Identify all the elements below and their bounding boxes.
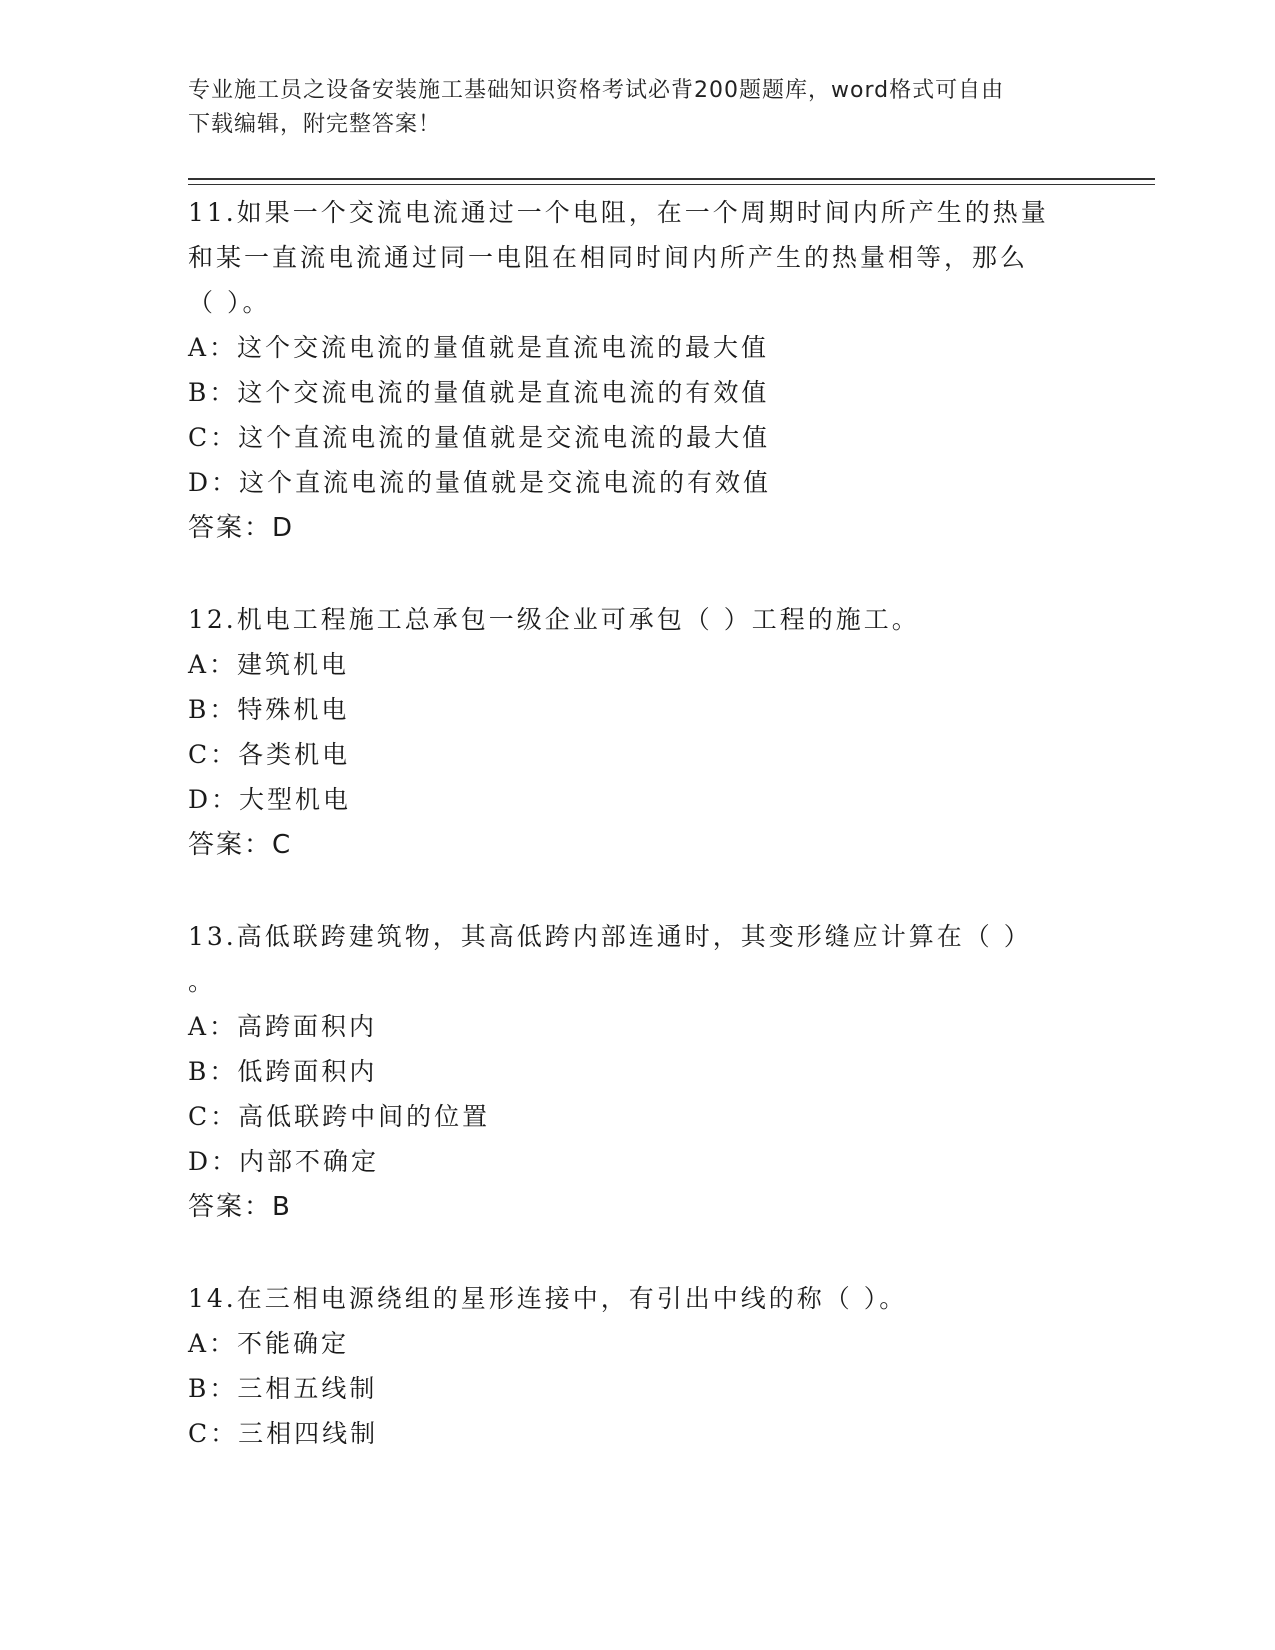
question-list bbox=[188, 190, 1088, 1456]
answer-line: 答案：B bbox=[188, 1192, 292, 1222]
option-a: A：这个交流电流的量值就是直流电流的最大值 bbox=[188, 333, 770, 362]
question-spacer bbox=[188, 551, 1088, 597]
header-line-1: 专业施工员之设备安装施工基础知识资格考试必背200题题库，word格式可自由 bbox=[188, 78, 1005, 103]
header-line-2: 下载编辑，附完整答案！ bbox=[188, 112, 442, 137]
question-13 bbox=[188, 914, 1088, 1230]
option-b: B：三相五线制 bbox=[188, 1374, 378, 1403]
question-14 bbox=[188, 1276, 1088, 1456]
option-c: C：这个直流电流的量值就是交流电流的最大值 bbox=[188, 423, 771, 452]
question-spacer bbox=[188, 1230, 1088, 1276]
question-stem: 11.如果一个交流电流通过一个电阻，在一个周期时间内所产生的热量 bbox=[188, 198, 1049, 227]
option-d: D：这个直流电流的量值就是交流电流的有效值 bbox=[188, 468, 772, 497]
question-stem: （ ）。 bbox=[188, 288, 271, 317]
question-stem: 。 bbox=[188, 967, 217, 996]
answer-line: 答案：D bbox=[188, 513, 295, 543]
option-b: B：低跨面积内 bbox=[188, 1057, 378, 1086]
document-header bbox=[188, 74, 1088, 142]
question-12 bbox=[188, 597, 1088, 868]
option-c: C：高低联跨中间的位置 bbox=[188, 1102, 491, 1131]
question-stem: 12.机电工程施工总承包一级企业可承包（ ）工程的施工。 bbox=[188, 605, 920, 634]
option-b: B：这个交流电流的量值就是直流电流的有效值 bbox=[188, 378, 770, 407]
option-a: A：不能确定 bbox=[188, 1329, 350, 1358]
question-stem: 13.高低联跨建筑物，其高低跨内部连通时，其变形缝应计算在（ ） bbox=[188, 922, 1032, 951]
option-a: A：建筑机电 bbox=[188, 650, 350, 679]
option-d: D：内部不确定 bbox=[188, 1147, 380, 1176]
header-divider-thick bbox=[188, 178, 1155, 180]
option-c: C：三相四线制 bbox=[188, 1419, 379, 1448]
option-d: D：大型机电 bbox=[188, 785, 352, 814]
question-stem: 14.在三相电源绕组的星形连接中，有引出中线的称（ ）。 bbox=[188, 1284, 908, 1313]
question-11 bbox=[188, 190, 1088, 551]
answer-line: 答案：C bbox=[188, 830, 293, 860]
header-divider-thin bbox=[188, 184, 1155, 185]
question-stem: 和某一直流电流通过同一电阻在相同时间内所产生的热量相等，那么 bbox=[188, 243, 1029, 272]
option-b: B：特殊机电 bbox=[188, 695, 350, 724]
option-a: A：高跨面积内 bbox=[188, 1012, 378, 1041]
option-c: C：各类机电 bbox=[188, 740, 351, 769]
question-spacer bbox=[188, 868, 1088, 914]
